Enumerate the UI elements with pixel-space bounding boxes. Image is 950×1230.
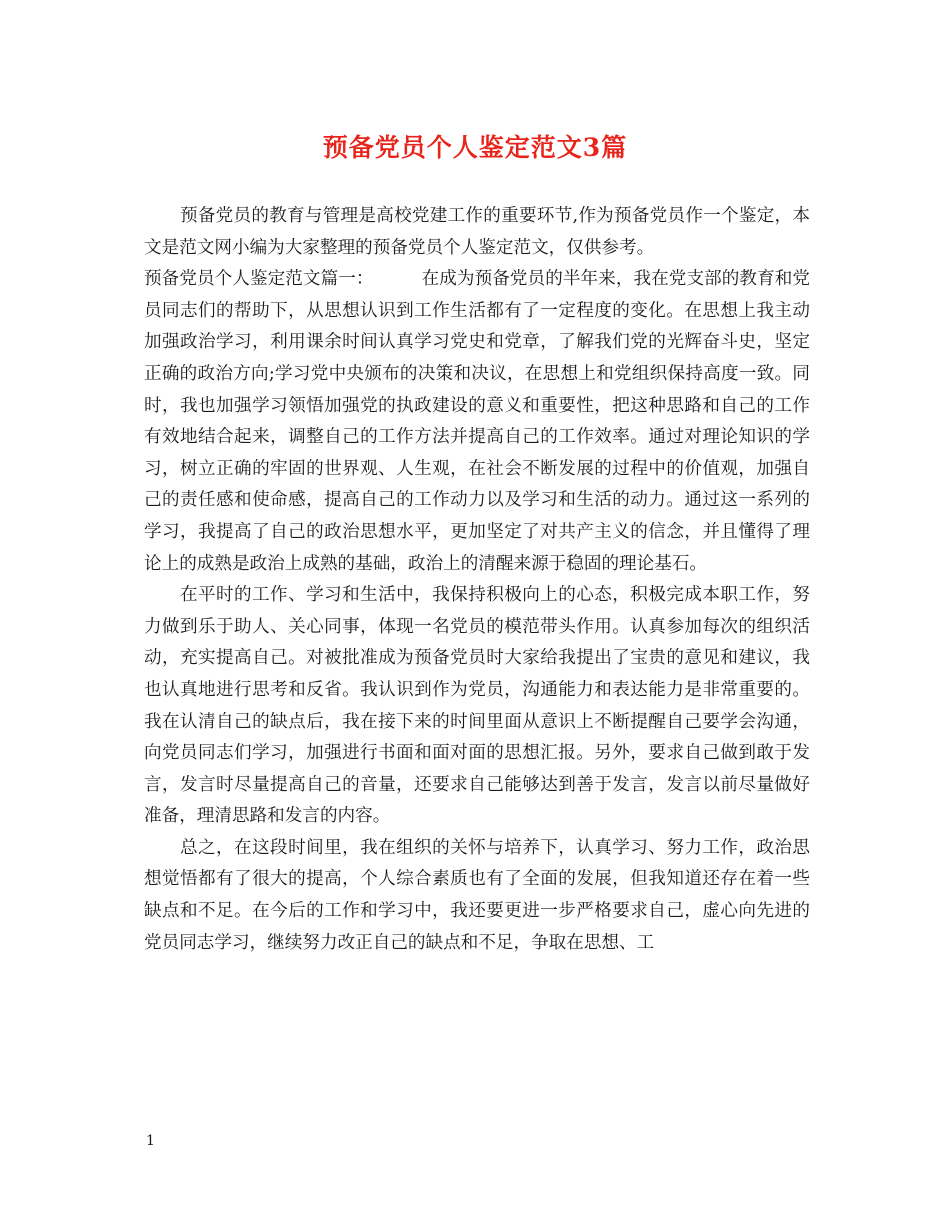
section-paragraph-1 [144,264,810,580]
document-title: 预备党员个人鉴定范文3篇 [322,133,628,162]
document-body [144,201,810,959]
paragraph-2: 在平时的工作、学习和生活中，我保持积极向上的心态，积极完成本职工作，努力做到乐于助人、关心同事，体现一名党员的模范带头作用。认真参加每次的组织活动，充实提高自己。对被批准成为预备党员时大家给我提出了宝贵的意见和建议，我也认真地进行思考和反省。我认识到作为党员，沟通能力和表达能力是非常重要的。我在认清自己的缺点后，我在接下来的时间里面从意识上不断提醒自己要学会沟通，向党员同志们学习，加强进行书面和面对面的思想汇报。另外，要求自己做到敢于发言，发言时尽量提高自己的音量，还要求自己能够达到善于发言，发言以前尽量做好准备，理清思路和发言的内容。 [144,585,810,827]
section-label: 预备党员个人鉴定范文篇一： [144,269,374,290]
intro-paragraph: 预备党员的教育与管理是高校党建工作的重要环节,作为预备党员作一个鉴定，本文是范文网小编为大家整理的预备党员个人鉴定范文，仅供参考。 [144,206,810,258]
page-number: 1 [146,1133,155,1149]
paragraph-3: 总之，在这段时间里，我在组织的关怀与培养下，认真学习、努力工作，政治思想觉悟都有了很大的提高，个人综合素质也有了全面的发展，但我知道还存在着一些缺点和不足。在今后的工作和学习中，我还要更进一步严格要求自己，虚心向先进的党员同志学习，继续努力改正自己的缺点和不足，争取在思想、工 [144,837,810,953]
paragraph-1-text: 在成为预备党员的半年来，我在党支部的教育和党员同志们的帮助下，从思想认识到工作生活都有了一定程度的变化。在思想上我主动加强政治学习，利用课余时间认真学习党史和党章，了解我们党的光辉奋斗史，坚定正确的政治方向;学习党中央颁布的决策和决议，在思想上和党组织保持高度一致。同时，我也加强学习领悟加强党的执政建设的意义和重要性，把这种思路和自己的工作有效地结合起来，调整自己的工作方法并提高自己的工作效率。通过对理论知识的学习，树立正确的牢固的世界观、人生观，在社会不断发展的过程中的价值观，加强自己的责任感和使命感，提高自己的工作动力以及学习和生活的动力。通过这一系列的学习，我提高了自己的政治思想水平，更加坚定了对共产主义的信念，并且懂得了理论上的成熟是政治上成熟的基础，政治上的清醒来源于稳固的理论基石。 [144,269,810,574]
